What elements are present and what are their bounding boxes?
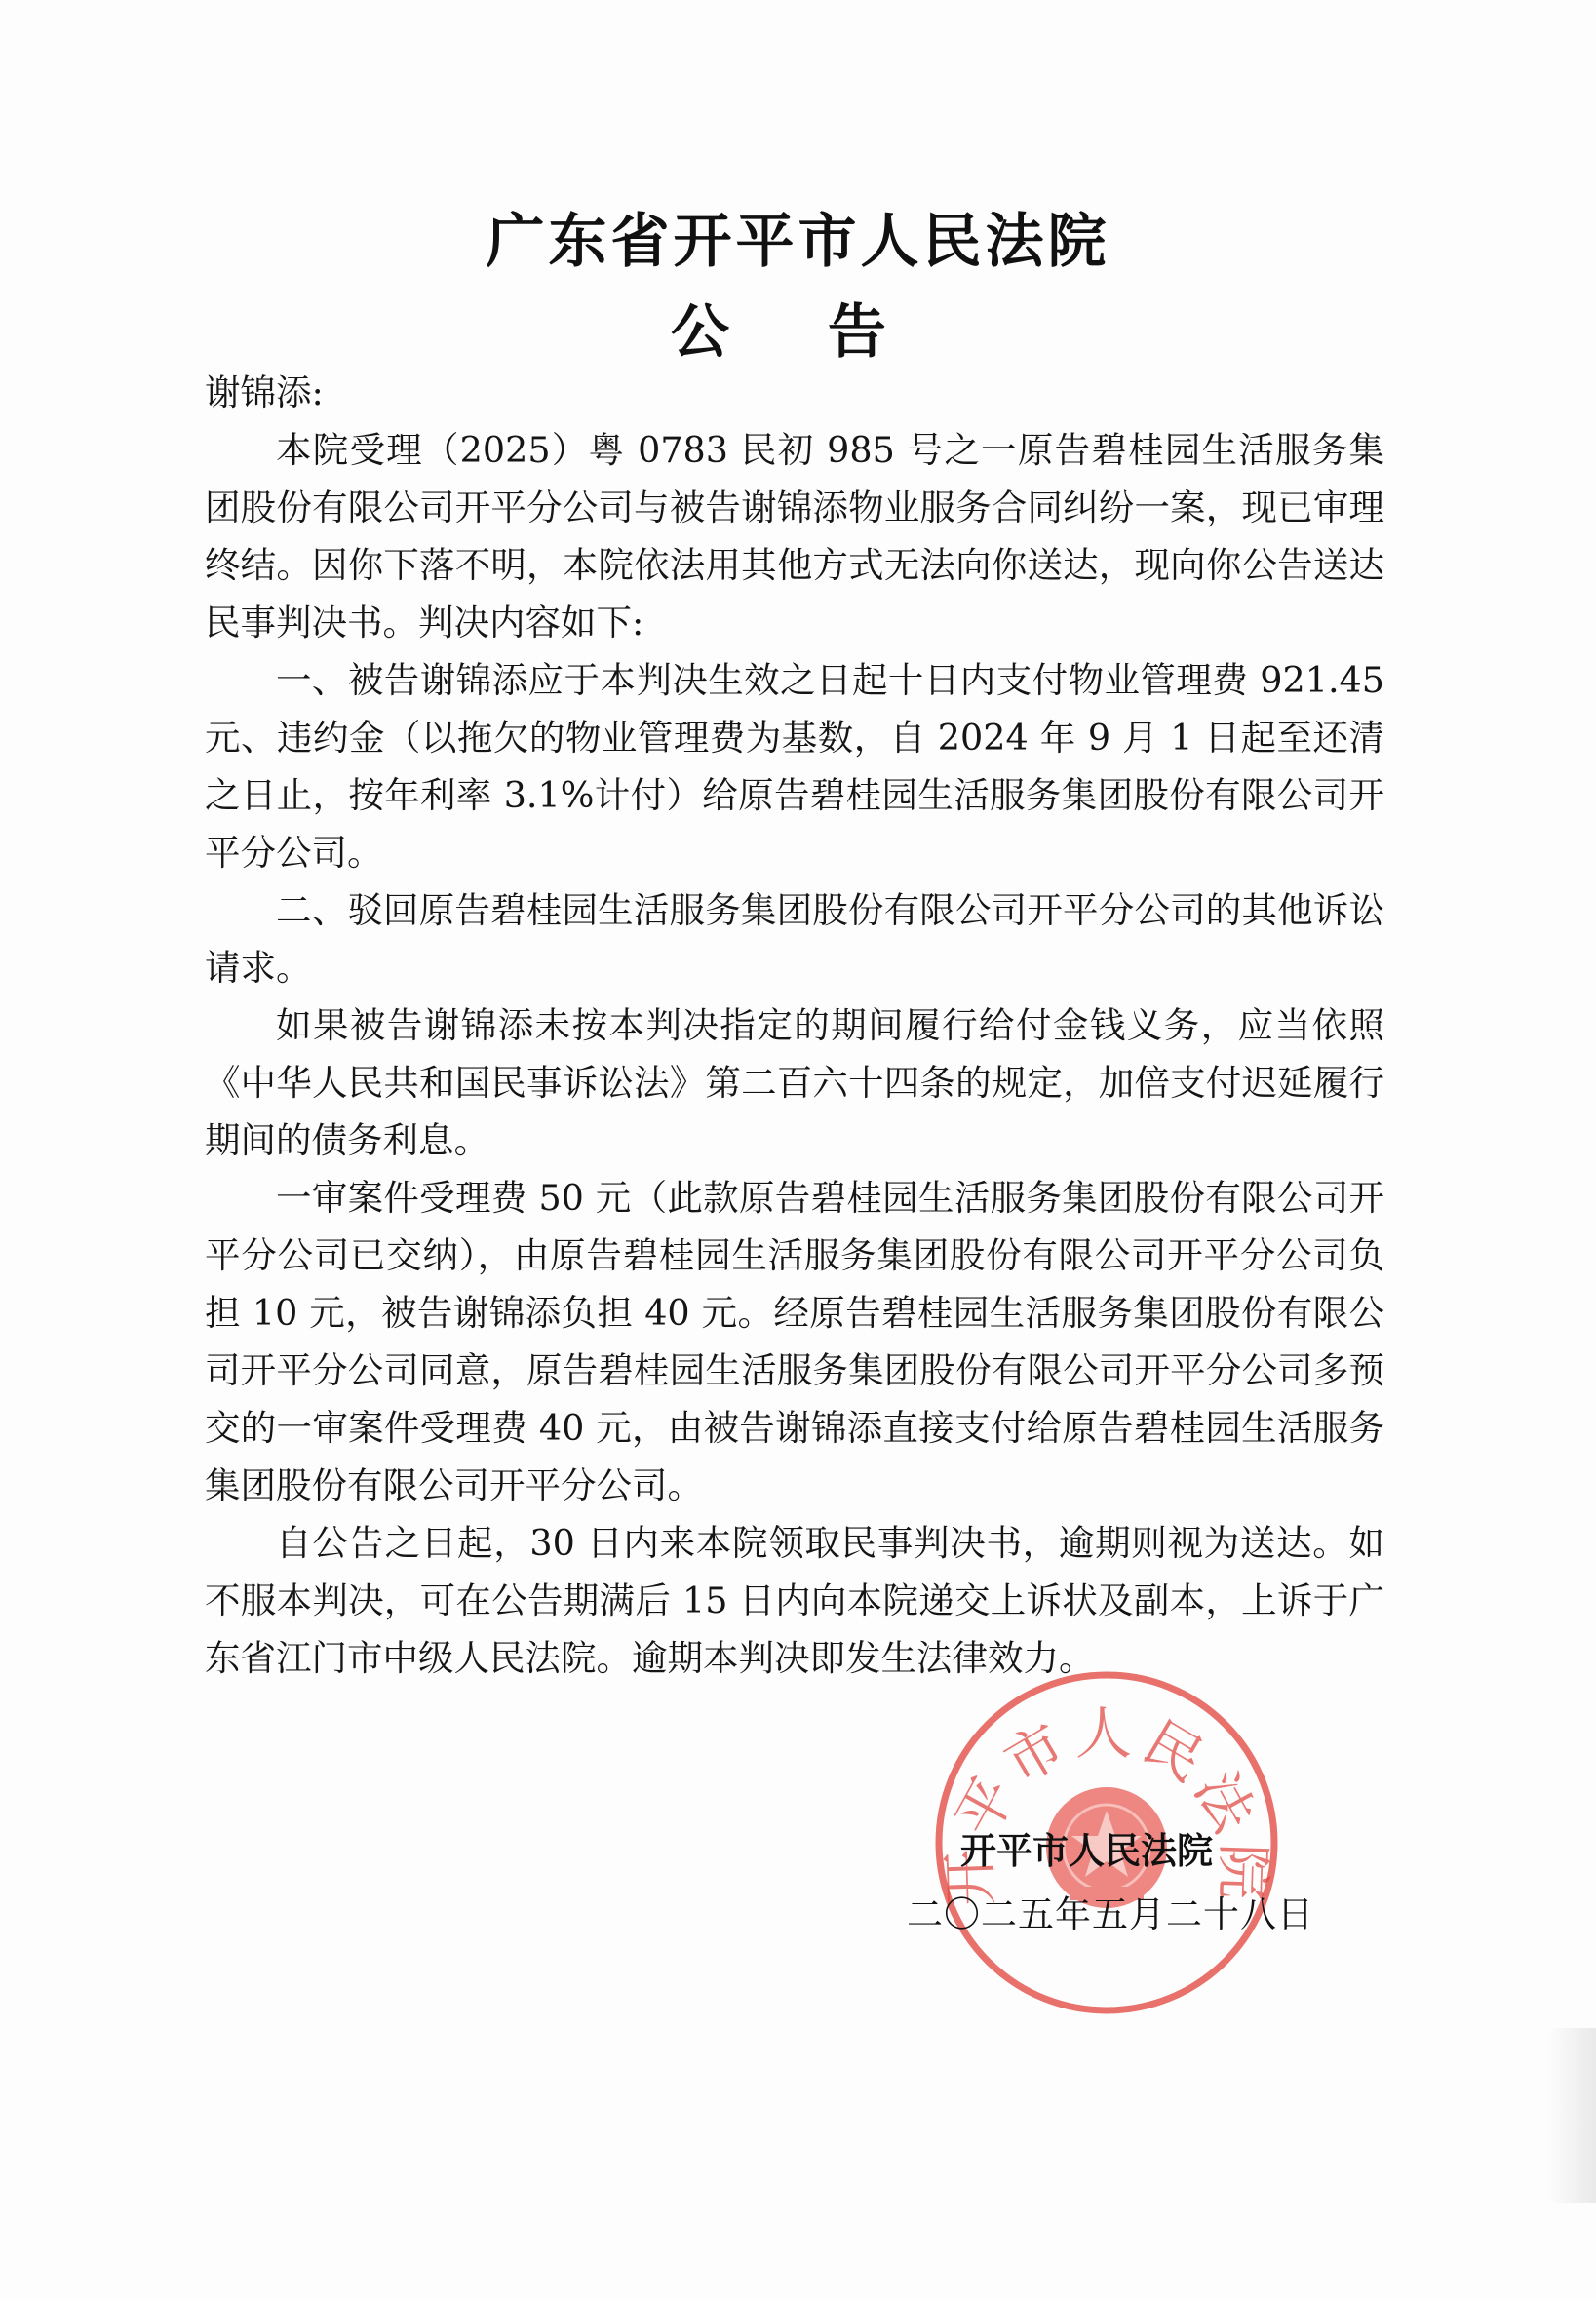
paragraph-late-interest: 如果被告谢锦添未按本判决指定的期间履行给付金钱义务，应当依照《中华人民共和国民事诉讼法》第二百六十四条的规定，加倍支付迟延履行期间的债务利息。 [205, 1004, 1384, 1161]
paragraph-judgment-1: 一、被告谢锦添应于本判决生效之日起十日内支付物业管理费 921.45 元、违约金（以拖欠的物业管理费为基数，自 2024 年 9 月 1 日起至还清之日止，按年利率 3.1%计付）给原告碧桂园生活服务集团股份有限公司开平分公司。 [205, 659, 1384, 874]
scan-edge-shadow [1547, 2028, 1596, 2204]
addressee: 谢锦添: [205, 371, 324, 413]
notice-body [205, 364, 1384, 1687]
court-name-title: 广东省开平市人民法院 [486, 208, 1110, 276]
paragraph-fees: 一审案件受理费 50 元（此款原告碧桂园生活服务集团股份有限公司开平分公司已交纳），由原告碧桂园生活服务集团股份有限公司开平分公司负担 10 元，被告谢锦添负担 40 元。经原告碧桂园生活服务集团股份有限公司开平分公司同意，原告碧桂园生活服务集团股份有限公司开平分公司多预交的一审案件受理费 40 元，由被告谢锦添直接支付给原告碧桂园生活服务集团股份有限公司开平分公司。 [205, 1177, 1384, 1506]
paragraph-intro: 本院受理（2025）粤 0783 民初 985 号之一原告碧桂园生活服务集团股份有限公司开平分公司与被告谢锦添物业服务合同纠纷一案，现已审理终结。因你下落不明，本院依法用其他方式无法向你送达，现向你公告送达民事判决书。判决内容如下: [205, 429, 1384, 644]
signature-date: 二〇二五年五月二十八日 [907, 1893, 1314, 1935]
paragraph-service-notice: 自公告之日起，30 日内来本院领取民事判决书，逾期则视为送达。如不服本判决，可在公告期满后 15 日内向本院递交上诉状及副本，上诉于广东省江门市中级人民法院。逾期本判决即发生法律效力。 [205, 1522, 1384, 1679]
signature-court: 开平市人民法院 [960, 1829, 1213, 1872]
document-type-title: 公 告 [671, 298, 925, 367]
seal-arc-text: 开平市人民法院 [936, 1700, 1277, 1907]
paragraph-judgment-2: 二、驳回原告碧桂园生活服务集团股份有限公司开平分公司的其他诉讼请求。 [205, 889, 1384, 989]
